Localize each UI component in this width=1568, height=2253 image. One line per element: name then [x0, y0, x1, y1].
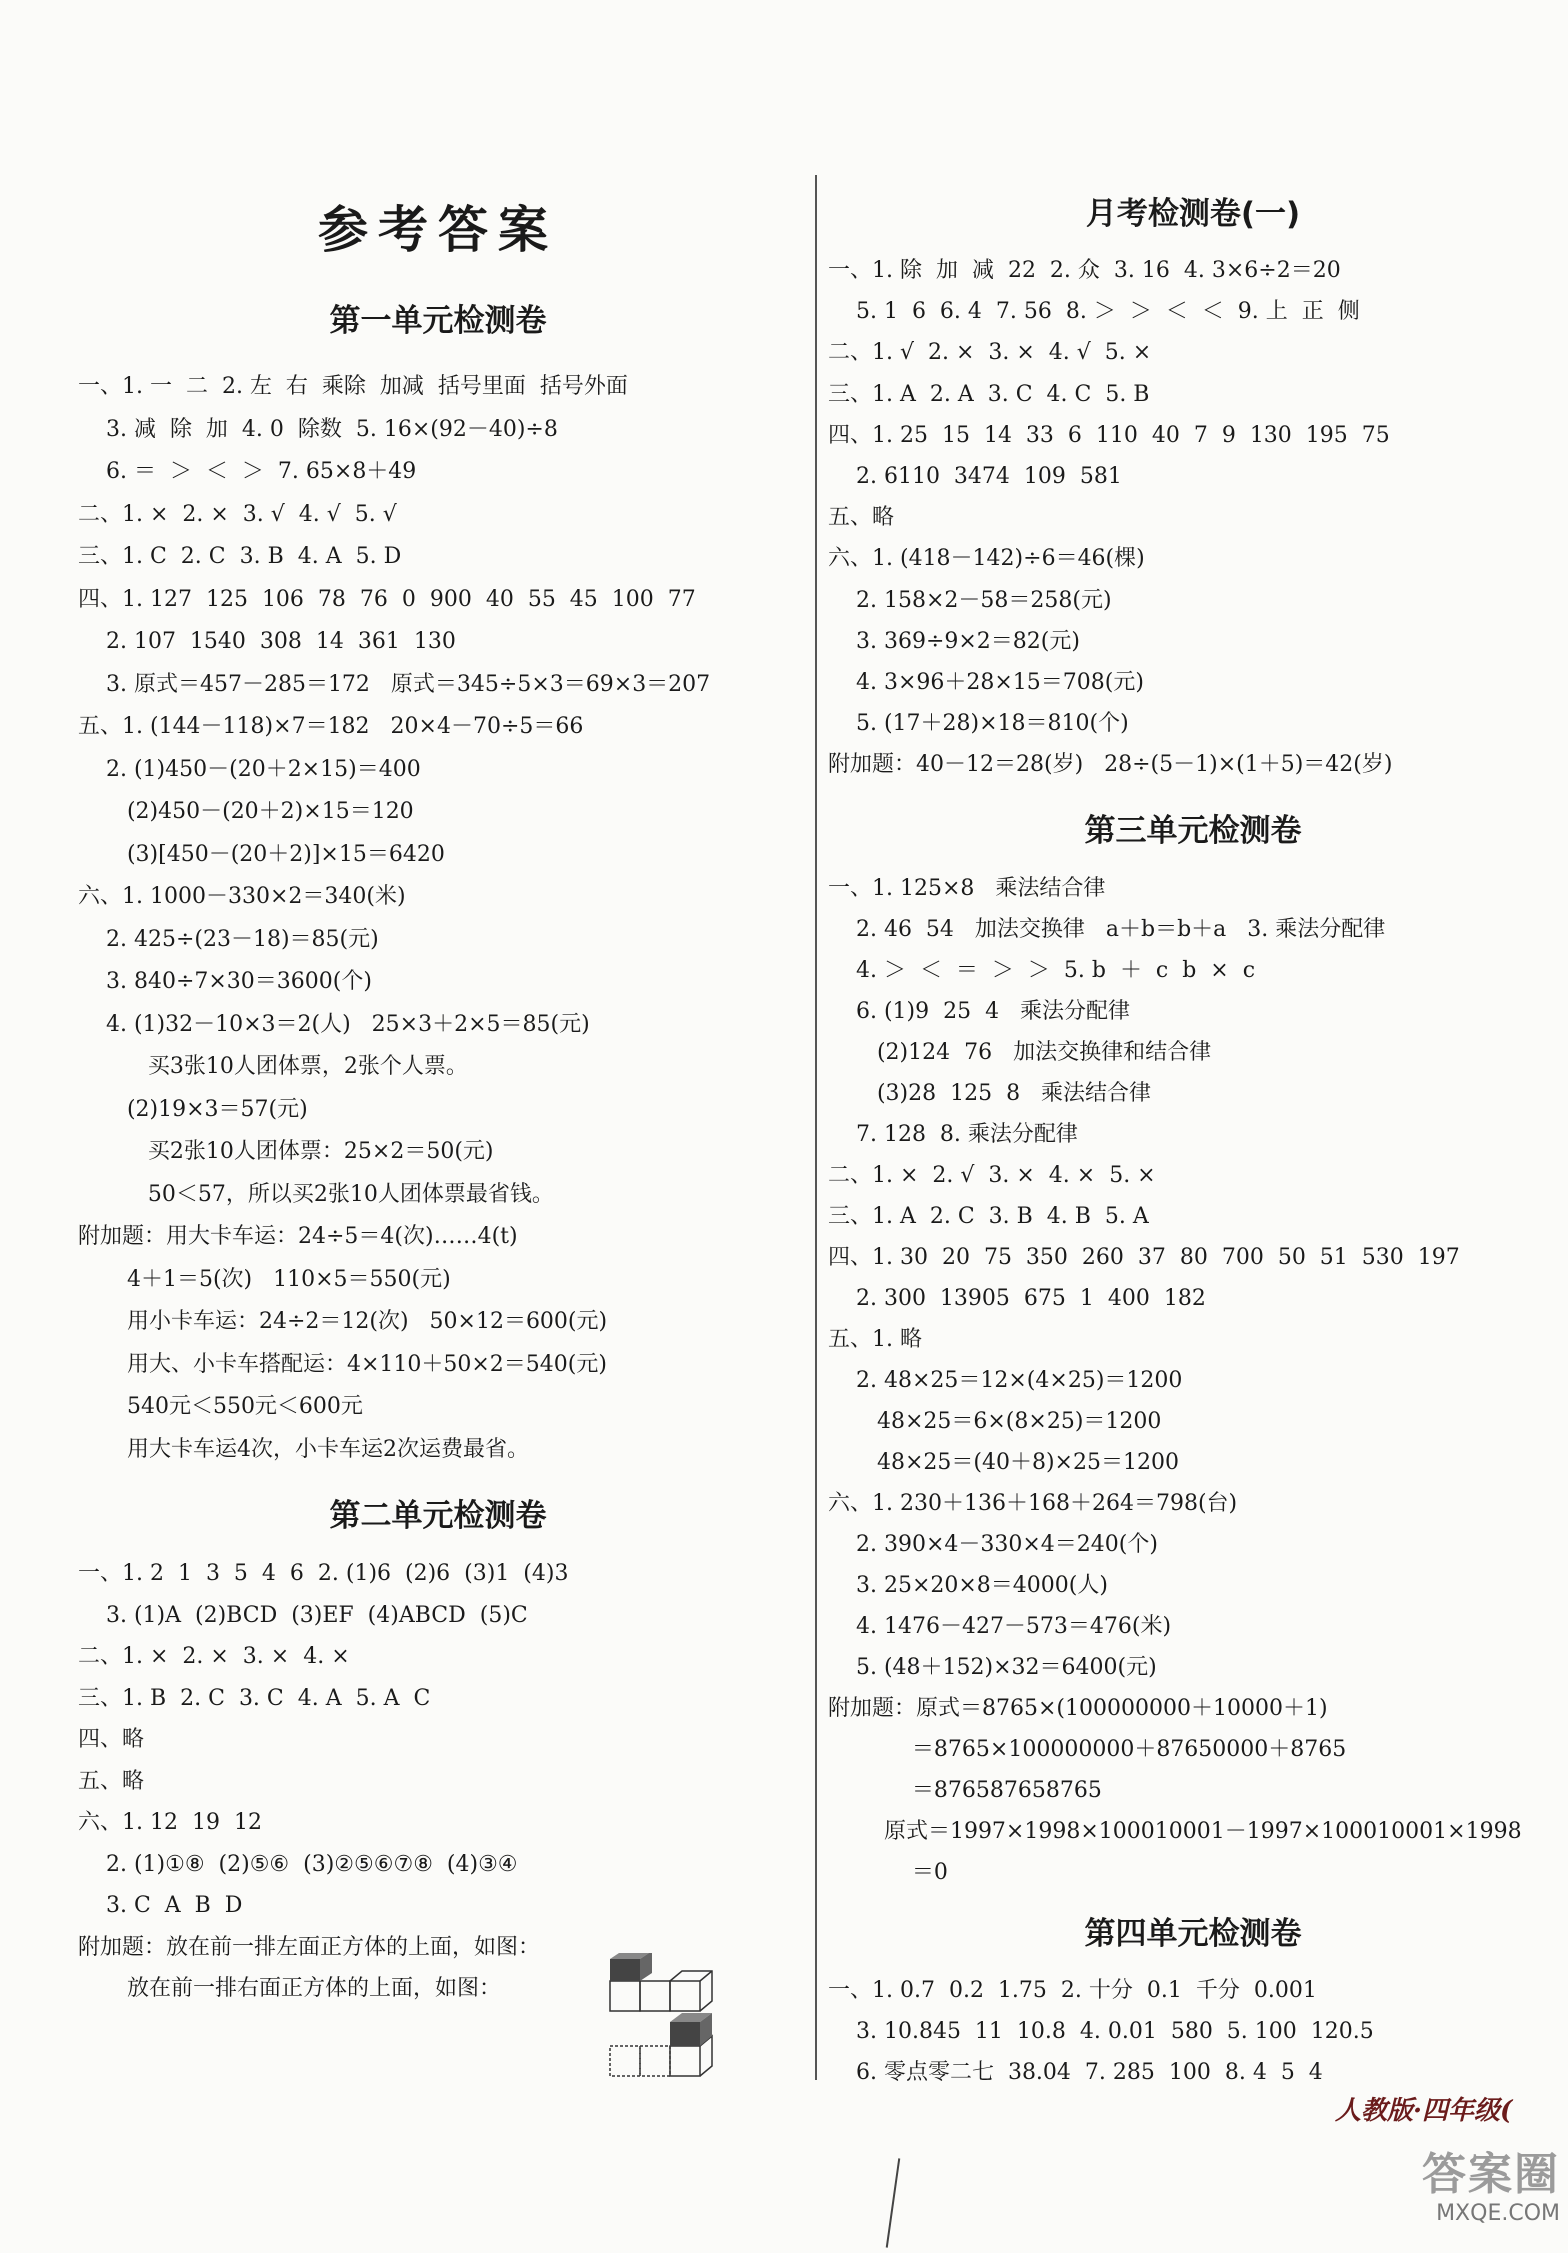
answer-line: 附加题：40－12＝28(岁) 28÷(5－1)×(1＋5)＝42(岁) — [828, 752, 1393, 778]
answer-line: 五、略 — [828, 505, 895, 531]
answer-line: 买2张10人团体票：25×2＝50(元) — [78, 1139, 494, 1164]
answer-line: 2. 6110 3474 109 581 — [828, 464, 1122, 489]
answer-line: ＝0 — [828, 1860, 948, 1885]
answer-line: 买3张10人团体票，2张个人票。 — [78, 1054, 468, 1079]
answer-line: 3. 原式＝457－285＝172 原式＝345÷5×3＝69×3＝207 — [78, 671, 711, 697]
answer-line: 附加题：用大卡车运：24÷5＝4(次)……4(t) — [78, 1224, 518, 1249]
answer-line: (3)[450－(20＋2)]×15＝6420 — [78, 841, 445, 867]
answer-line: 六、1. 1000－330×2＝340(米) — [78, 884, 406, 909]
section-title-unit3: 第三单元检测卷 — [1084, 813, 1302, 849]
answer-line: 5. 1 6 6. 4 7. 56 8. ＞ ＞ ＜ ＜ 9. 上 正 侧 — [828, 299, 1360, 325]
answer-line: 放在前一排右面正方体的上面，如图： — [78, 1976, 501, 2001]
answer-line: 48×25＝6×(8×25)＝1200 — [828, 1409, 1162, 1434]
section-title-unit4: 第四单元检测卷 — [1084, 1916, 1302, 1952]
answer-line: 二、1. × 2. × 3. × 4. × — [78, 1644, 350, 1669]
answer-line: 一、1. 0.7 0.2 1.75 2. 十分 0.1 千分 0.001 — [828, 1978, 1317, 2003]
answer-line: 五、1. (144－118)×7＝182 20×4－70÷5＝66 — [78, 714, 584, 739]
answer-line: 用大、小卡车搭配运：4×110＋50×2＝540(元) — [78, 1351, 607, 1377]
answer-line: 6. (1)9 25 4 乘法分配律 — [828, 999, 1131, 1024]
watermark — [1395, 2150, 1560, 2246]
answer-line: 六、1. 12 19 12 — [78, 1810, 262, 1835]
answer-line: 四、1. 127 125 106 78 76 0 900 40 55 45 100 77 — [78, 586, 696, 612]
section-title-unit1: 第一单元检测卷 — [329, 303, 547, 339]
answer-line: 三、1. B 2. C 3. C 4. A 5. A C — [78, 1685, 431, 1711]
answer-line: 4＋1＝5(次) 110×5＝550(元) — [78, 1266, 451, 1292]
answer-line: (2)124 76 加法交换律和结合律 — [828, 1040, 1212, 1065]
answer-line: 3. 25×20×8＝4000(人) — [828, 1573, 1108, 1598]
answer-line: 五、1. 略 — [828, 1327, 922, 1352]
scan-mark — [886, 2158, 901, 2247]
answer-line: 3. C A B D — [78, 1893, 243, 1918]
answer-line: 3. 840÷7×30＝3600(个) — [78, 969, 372, 994]
answer-line: 二、1. × 2. × 3. √ 4. √ 5. √ — [78, 501, 397, 527]
answer-line: 原式＝1997×1998×100010001－1997×100010001×1998 — [828, 1819, 1522, 1844]
section-title-unit2: 第二单元检测卷 — [329, 1498, 547, 1534]
answer-line: 3. (1)A (2)BCD (3)EF (4)ABCD (5)C — [78, 1602, 528, 1628]
answer-line: 二、1. × 2. √ 3. × 4. × 5. × — [828, 1163, 1156, 1188]
answer-line: 3. 10.845 11 10.8 4. 0.01 580 5. 100 120.5 — [828, 2019, 1374, 2044]
answer-line: 4. (1)32－10×3＝2(人) 25×3＋2×5＝85(元) — [78, 1011, 590, 1037]
watermark-logo: 答案圈 — [1422, 2149, 1560, 2200]
answer-line: 2. 48×25＝12×(4×25)＝1200 — [828, 1368, 1183, 1393]
answer-line: 2. 107 1540 308 14 361 130 — [78, 629, 456, 654]
answer-line: 一、1. 除 加 减 22 2. 众 3. 16 4. 3×6÷2＝20 — [828, 258, 1341, 283]
answer-line: 4. 3×96＋28×15＝708(元) — [828, 670, 1144, 695]
answer-line: 六、1. 230＋136＋168＋264＝798(台) — [828, 1491, 1238, 1516]
answer-line: 用小卡车运：24÷2＝12(次) 50×12＝600(元) — [78, 1309, 608, 1334]
answer-line: 2. 390×4－330×4＝240(个) — [828, 1532, 1158, 1557]
answer-line: 四、1. 25 15 14 33 6 110 40 7 9 130 195 75 — [828, 422, 1390, 448]
answer-line: 四、1. 30 20 75 350 260 37 80 700 50 51 530 197 — [828, 1245, 1460, 1270]
answer-line: 2. 158×2－58＝258(元) — [828, 587, 1112, 613]
answer-line: 7. 128 8. 乘法分配律 — [828, 1122, 1078, 1147]
answer-line: 2. 300 13905 675 1 400 182 — [828, 1286, 1206, 1311]
answer-line: (2)450－(20＋2)×15＝120 — [78, 799, 414, 824]
answer-line: 一、1. 一 二 2. 左 右 乘除 加减 括号里面 括号外面 — [78, 374, 628, 399]
answer-line: 2. 425÷(23－18)＝85(元) — [78, 926, 379, 952]
answer-line: 三、1. A 2. A 3. C 4. C 5. B — [828, 381, 1150, 407]
cube-figure-1 — [608, 1953, 718, 2015]
answer-line: 六、1. (418－142)÷6＝46(棵) — [828, 546, 1145, 572]
answer-line: 一、1. 2 1 3 5 4 6 2. (1)6 (2)6 (3)1 (4)3 — [78, 1561, 569, 1586]
watermark-url: MXQE.COM — [1436, 2201, 1560, 2226]
answer-line: 5. (48＋152)×32＝6400(元) — [828, 1655, 1157, 1680]
answer-line: (2)19×3＝57(元) — [78, 1096, 308, 1122]
answer-line: 2. 46 54 加法交换律 a＋b＝b＋a 3. 乘法分配律 — [828, 917, 1386, 942]
answer-line: 3. 369÷9×2＝82(元) — [828, 628, 1080, 654]
answer-line: ＝8765×100000000＋87650000＋8765 — [828, 1737, 1347, 1762]
answer-line: 6. 零点零二七 38.04 7. 285 100 8. 4 5 4 — [828, 2060, 1323, 2085]
answer-line: 6. ＝ ＞ ＜ ＞ 7. 65×8＋49 — [78, 459, 417, 484]
cube-figure-2 — [608, 2010, 723, 2080]
answer-line: 4. ＞ ＜ ＝ ＞ ＞ 5. b ＋ c b × c — [828, 958, 1256, 983]
answer-line: 2. (1)450－(20＋2×15)＝400 — [78, 756, 421, 782]
answer-line: 二、1. √ 2. × 3. × 4. √ 5. × — [828, 340, 1152, 366]
answer-line: 4. 1476－427－573＝476(米) — [828, 1614, 1172, 1639]
answer-line: 540元＜550元＜600元 — [78, 1394, 363, 1419]
answer-line: 三、1. C 2. C 3. B 4. A 5. D — [78, 544, 402, 569]
answer-line: 四、略 — [78, 1727, 145, 1752]
answer-line: 用大卡车运4次，小卡车运2次运费最省。 — [78, 1436, 529, 1462]
answer-line: 五、略 — [78, 1768, 145, 1794]
answer-line: (3)28 125 8 乘法结合律 — [828, 1081, 1152, 1106]
answer-line: 2. (1)①⑧ (2)⑤⑥ (3)②⑤⑥⑦⑧ (4)③④ — [78, 1851, 518, 1877]
section-title-monthly: 月考检测卷(一) — [1085, 196, 1301, 232]
answer-line: 50＜57，所以买2张10人团体票最省钱。 — [78, 1181, 554, 1207]
answer-line: 附加题：放在前一排左面正方体的上面，如图： — [78, 1934, 541, 1960]
edition-label: 人教版·四年级( — [1335, 2096, 1513, 2126]
answer-line: 三、1. A 2. C 3. B 4. B 5. A — [828, 1204, 1149, 1229]
answer-line: 3. 减 除 加 4. 0 除数 5. 16×(92－40)÷8 — [78, 416, 558, 442]
answer-line: 附加题：原式＝8765×(100000000＋10000＋1) — [828, 1696, 1328, 1721]
answer-line: 48×25＝(40＋8)×25＝1200 — [828, 1450, 1179, 1475]
answer-line: 一、1. 125×8 乘法结合律 — [828, 876, 1106, 901]
answer-line: ＝876587658765 — [828, 1778, 1102, 1803]
page-title: 参考答案 — [318, 201, 558, 259]
column-divider — [815, 175, 817, 2080]
answer-line: 5. (17＋28)×18＝810(个) — [828, 711, 1129, 737]
